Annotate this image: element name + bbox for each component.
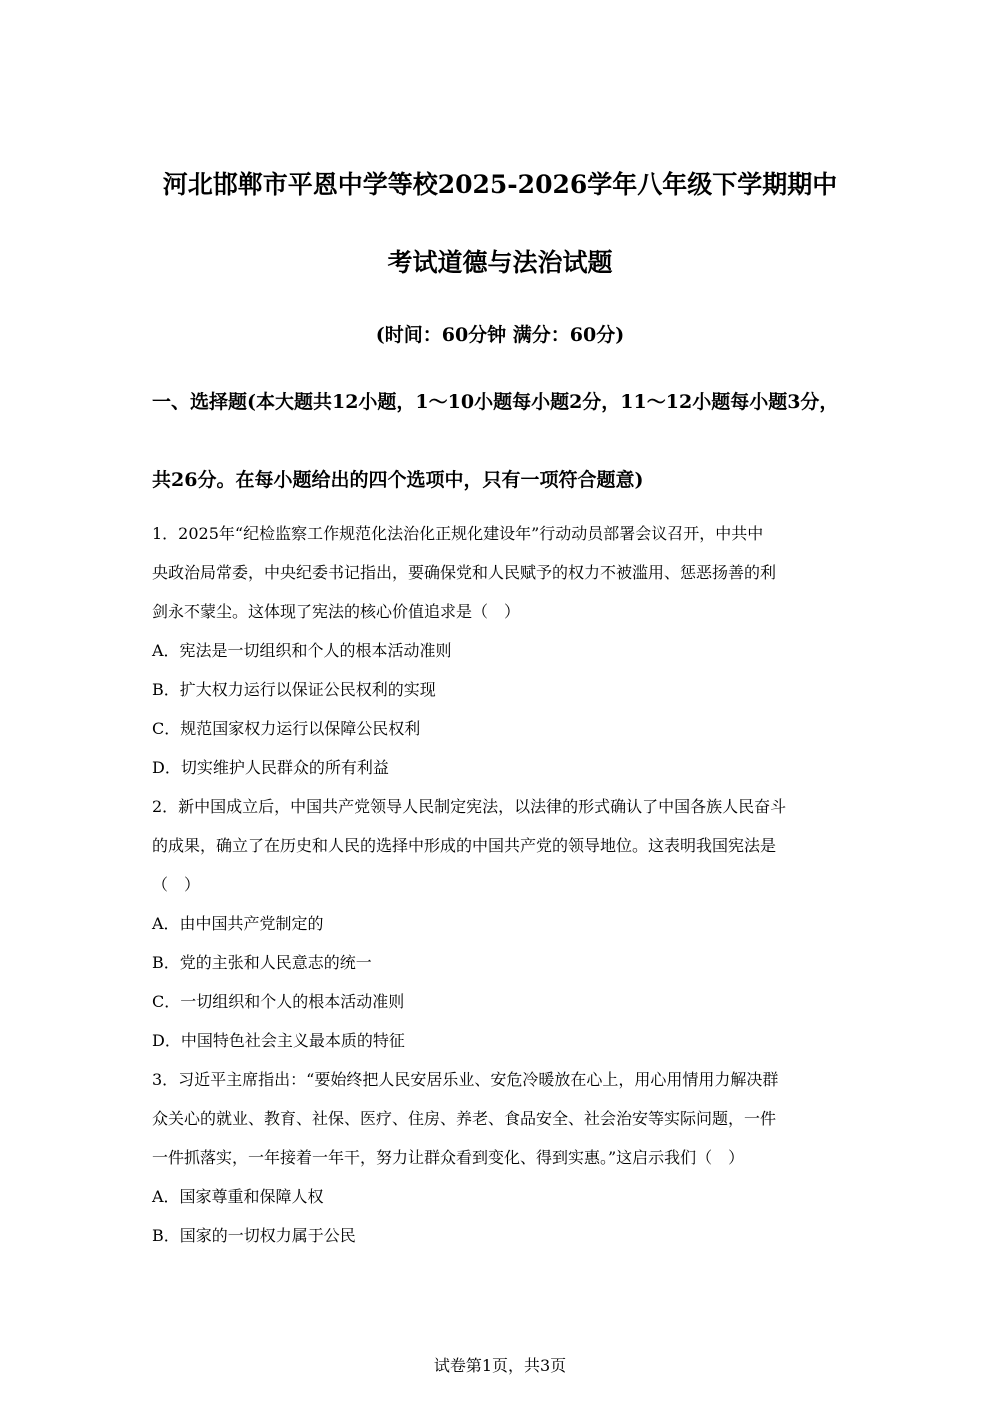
question-1-option-a: A．宪法是一切组织和个人的根本活动准则 [152,641,452,660]
question-3-stem: 3．习近平主席指出：“要始终把人民安居乐业、安危冷暖放在心上，用心用情用力解决群 [152,1070,779,1089]
question-3-stem: 一件抓落实，一年接着一年干，努力让群众看到变化、得到实惠。”这启示我们（ ） [152,1148,745,1167]
question-2-option-c: C．一切组织和个人的根本活动准则 [152,992,405,1011]
question-3-option-a: A．国家尊重和保障人权 [152,1187,324,1206]
exam-time-score: (时间：60分钟 满分：60分) [375,324,625,346]
question-1-option-c: C．规范国家权力运行以保障公民权利 [152,719,421,738]
question-2-stem: 的成果，确立了在历史和人民的选择中形成的中国共产党的领导地位。这表明我国宪法是 [152,836,777,855]
question-2-option-b: B．党的主张和人民意志的统一 [152,953,372,972]
exam-title-line-1: 河北邯郸市平恩中学等校2025-2026学年八年级下学期期中 [162,170,838,199]
question-2-stem: 2．新中国成立后，中国共产党领导人民制定宪法，以法律的形式确认了中国各族人民奋斗 [152,797,787,816]
question-1-option-d: D．切实维护人民群众的所有利益 [152,758,389,777]
section-heading-line-1: 一、选择题(本大题共12小题，1～10小题每小题2分，11～12小题每小题3分， [152,391,839,413]
question-2-option-d: D．中国特色社会主义最本质的特征 [152,1031,405,1050]
exam-title-line-2: 考试道德与法治试题 [387,248,613,277]
section-heading-line-2: 共26分。在每小题给出的四个选项中，只有一项符合题意) [152,469,644,491]
question-1-option-b: B．扩大权力运行以保证公民权利的实现 [152,680,436,699]
question-1-stem: 央政治局常委，中央纪委书记指出，要确保党和人民赋予的权力不被滥用、惩恶扬善的利 [152,563,777,582]
question-2-option-a: A．由中国共产党制定的 [152,914,324,933]
question-2-stem: （ ） [152,875,201,894]
question-1-stem: 剑永不蒙尘。这体现了宪法的核心价值追求是（ ） [152,602,521,621]
question-3-option-b: B．国家的一切权力属于公民 [152,1226,356,1245]
page-footer: 试卷第1页，共3页 [433,1356,567,1375]
question-1-stem: 1．2025年“纪检监察工作规范化法治化正规化建设年”行动动员部署会议召开，中共中 [152,524,764,543]
question-3-stem: 众关心的就业、教育、社保、医疗、住房、养老、食品安全、社会治安等实际问题，一件 [152,1109,777,1128]
